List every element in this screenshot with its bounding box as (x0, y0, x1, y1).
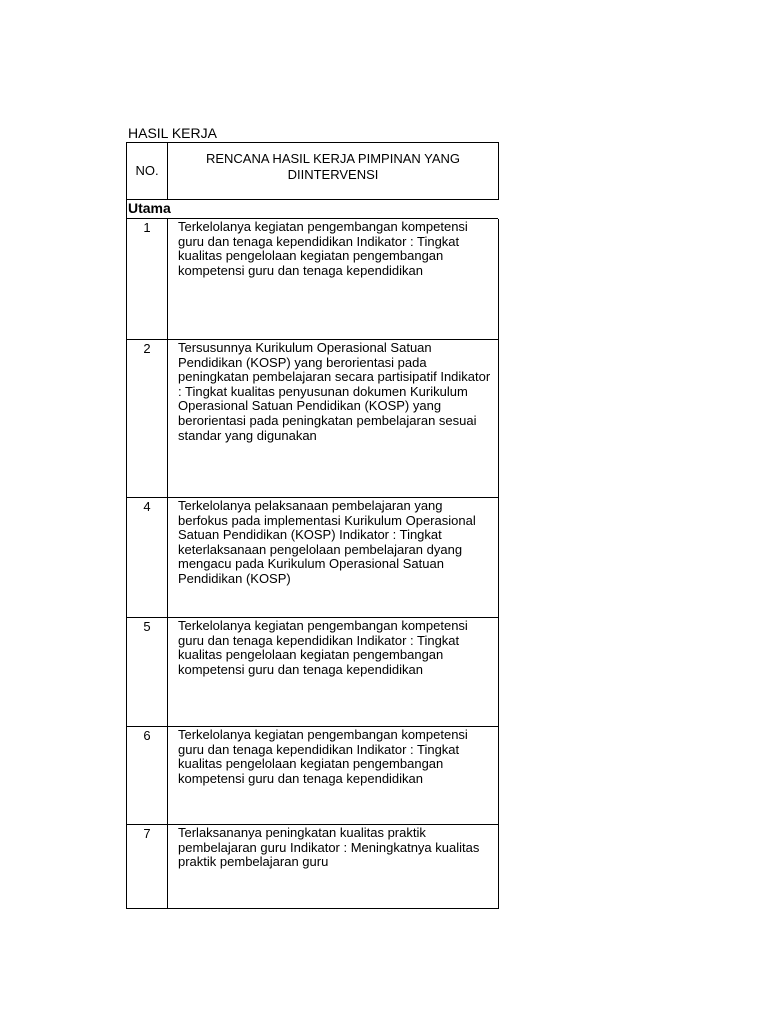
table-row (127, 618, 499, 727)
row-number: 4 (127, 498, 168, 618)
row-text: Terlaksananya peningkatan kualitas praktik pembelajaran guru Indikator : Meningkatnya kualitas praktik pembelajaran guru (168, 825, 499, 909)
row-text: Tersusunnya Kurikulum Operasional Satuan Pendidikan (KOSP) yang berorientasi pada peningkatan pembelajaran secara partisipatif Indikator : Tingkat kualitas penyusunan dokumen Kurikulum Operasional Satuan Pendidikan (KOSP) yang berorientasi pada peningkatan pembelajaran sesuai standar yang digunakan (168, 340, 499, 498)
work-results-table (126, 142, 499, 909)
group-row (127, 200, 499, 219)
table-row (127, 219, 499, 340)
table-row (127, 340, 499, 498)
row-number: 6 (127, 727, 168, 825)
table-header-row (127, 143, 499, 200)
header-plan: RENCANA HASIL KERJA PIMPINAN YANG DIINTERVENSI (168, 143, 499, 200)
row-text: Terkelolanya kegiatan pengembangan kompetensi guru dan tenaga kependidikan Indikator : Tingkat kualitas pengelolaan kegiatan pengembangan kompetensi guru dan tenaga kependidikan (168, 219, 499, 340)
row-text: Terkelolanya kegiatan pengembangan kompetensi guru dan tenaga kependidikan Indikator : Tingkat kualitas pengelolaan kegiatan pengembangan kompetensi guru dan tenaga kependidikan (168, 618, 499, 727)
group-label: Utama (127, 200, 499, 219)
row-text: Terkelolanya pelaksanaan pembelajaran yang berfokus pada implementasi Kurikulum Operasional Satuan Pendidikan (KOSP) Indikator : Tingkat keterlaksanaan pengelolaan pembelajaran dyang mengacu pada Kurikulum Operasional Satuan Pendidikan (KOSP) (168, 498, 499, 618)
row-number: 1 (127, 219, 168, 340)
table-row (127, 498, 499, 618)
table-row (127, 825, 499, 909)
table-row (127, 727, 499, 825)
row-number: 5 (127, 618, 168, 727)
row-text: Terkelolanya kegiatan pengembangan kompetensi guru dan tenaga kependidikan Indikator : Tingkat kualitas pengelolaan kegiatan pengembangan kompetensi guru dan tenaga kependidikan (168, 727, 499, 825)
document-title: HASIL KERJA (128, 125, 217, 141)
header-no: NO. (127, 143, 168, 200)
row-number: 2 (127, 340, 168, 498)
row-number: 7 (127, 825, 168, 909)
